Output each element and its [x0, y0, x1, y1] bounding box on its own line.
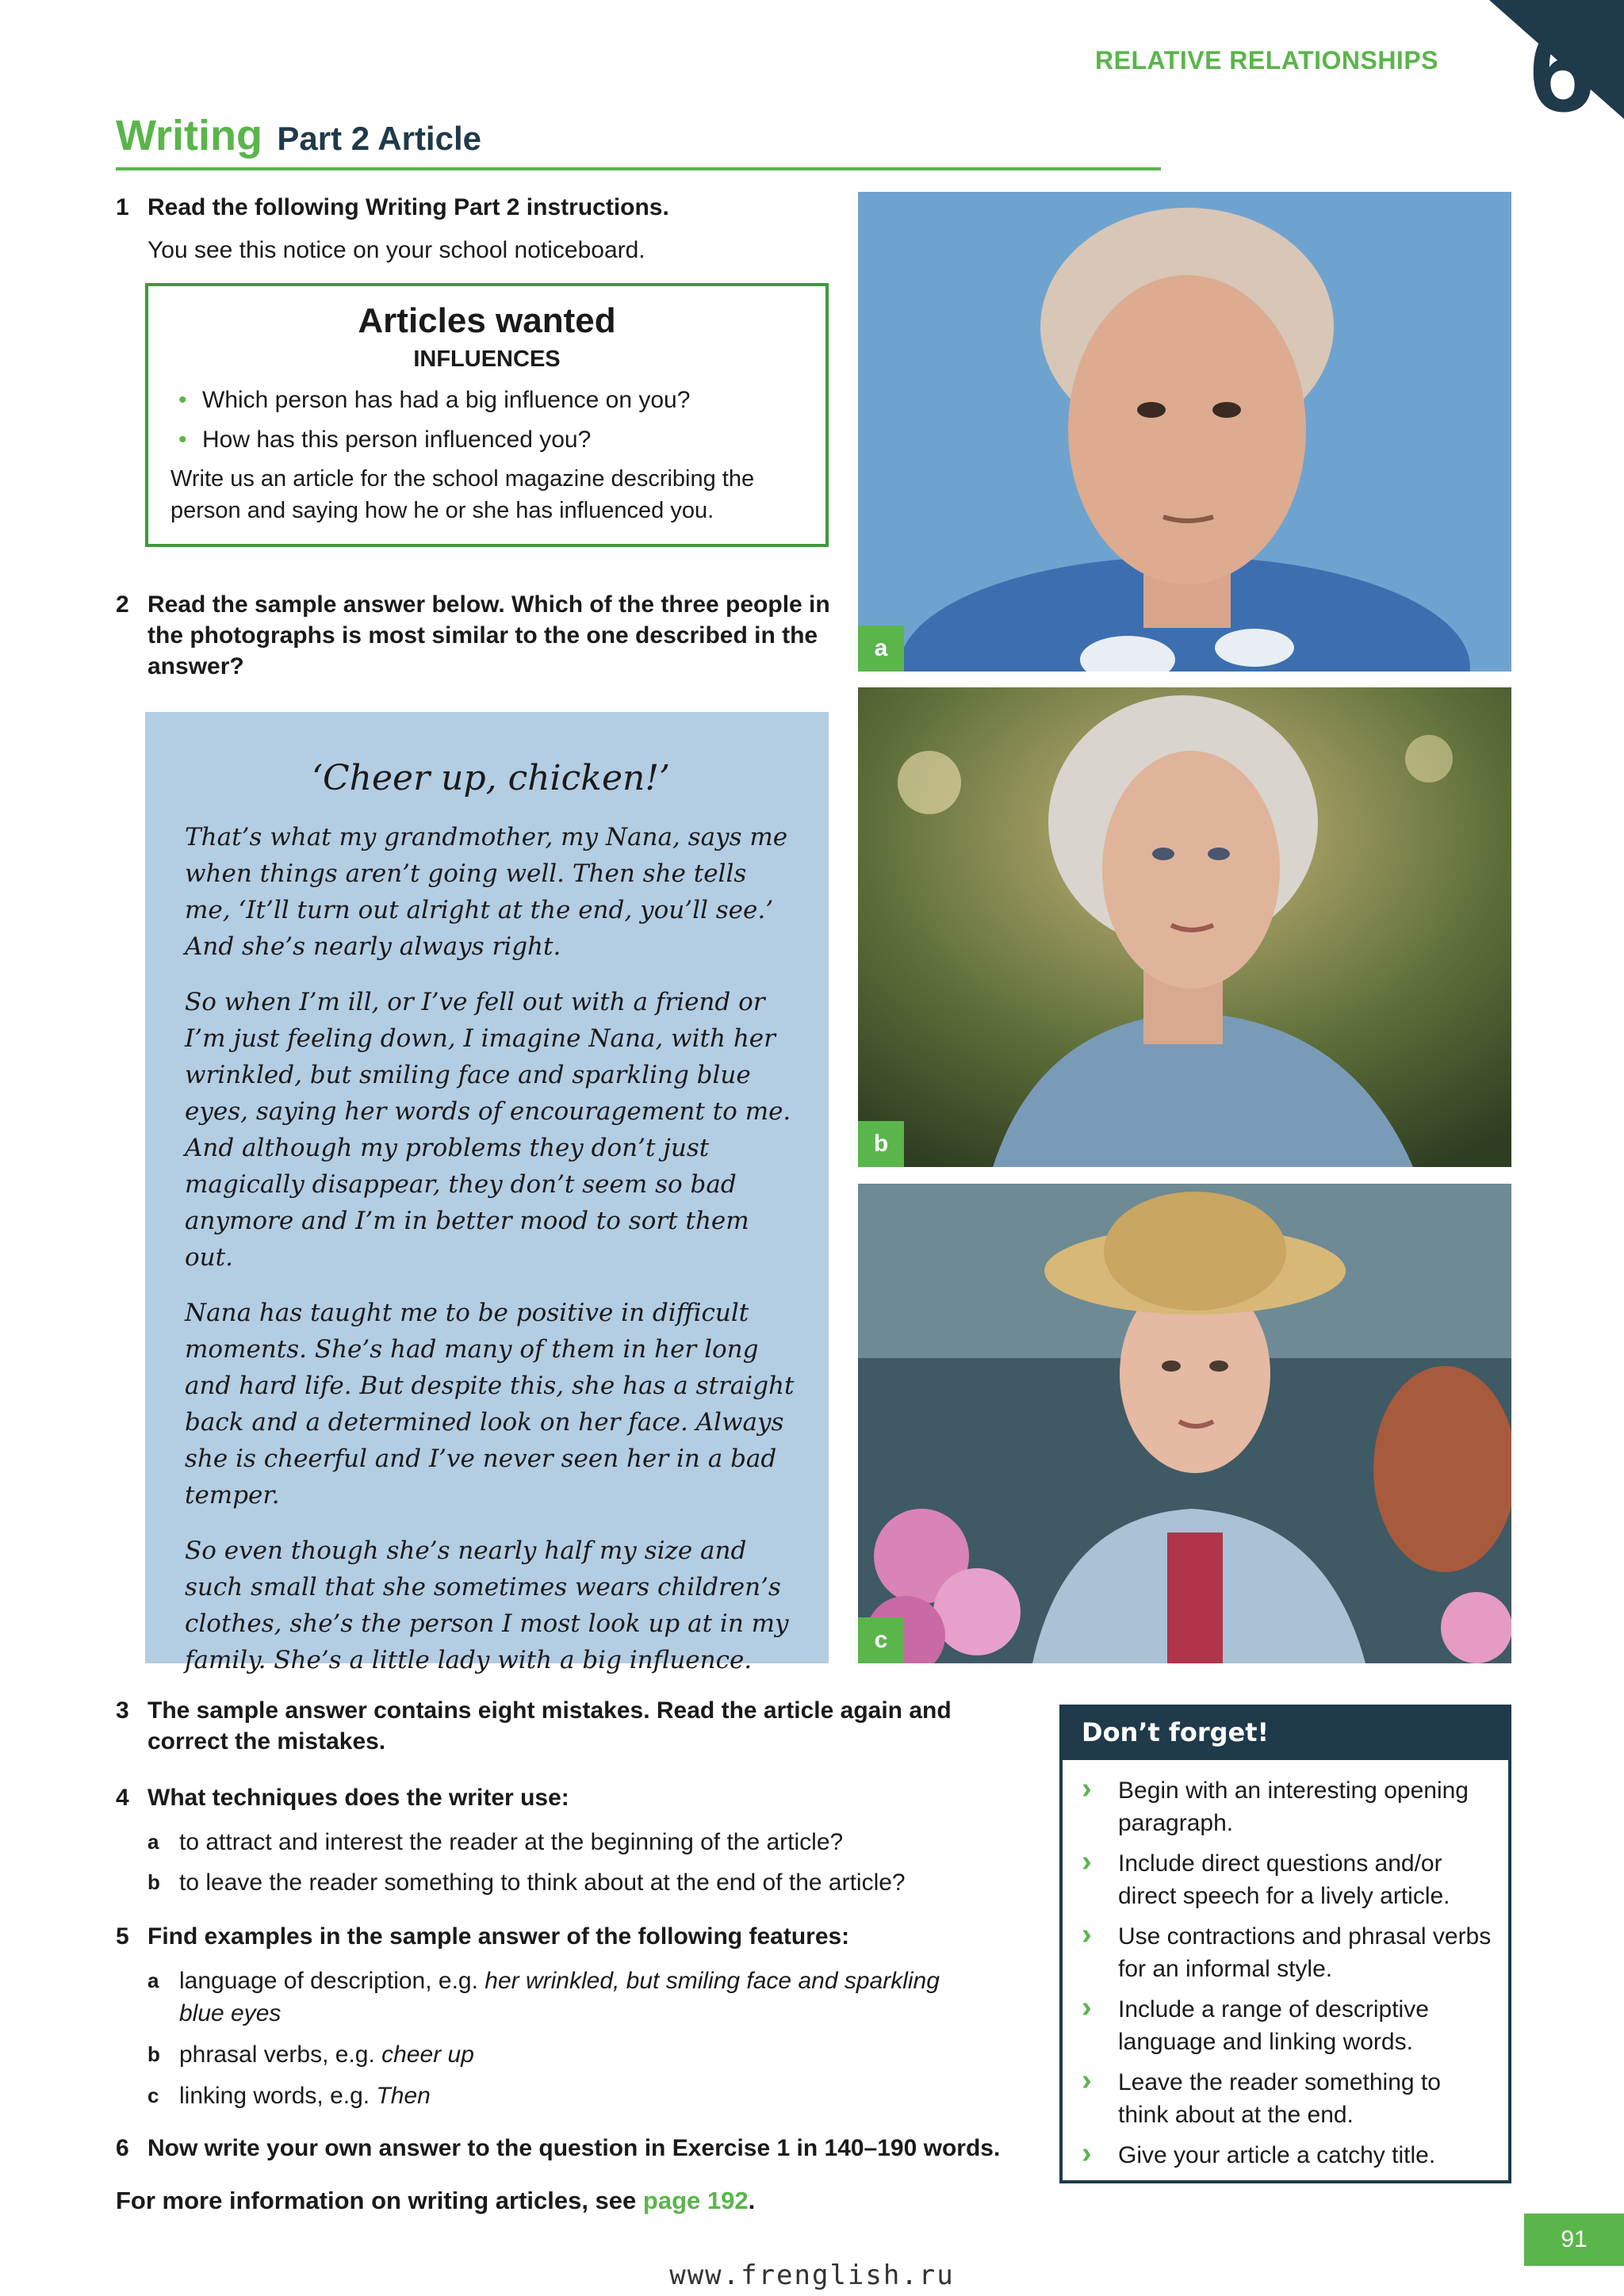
- sample-paragraph: So when I’m ill, or I’ve fell out with a friend or I’m just feeling down, I imagine Nana, with her wrinkled, but smiling face and sparkling blue eyes, saying her words of encouragement to me. And although my problems they don’t just magically disappear, they don’t seem so bad anymore and I’m in better mood to sort them out.: [185, 988, 791, 1272]
- page-number: 91: [1524, 2214, 1624, 2266]
- footer-url: www.frenglish.ru: [669, 2260, 955, 2291]
- photo-label: c: [858, 1617, 904, 1663]
- tip-item: › Give your article a catchy title.: [1082, 2139, 1492, 2172]
- more-info: For more information on writing articles, see page 192.: [116, 2187, 756, 2214]
- question-number: 2: [116, 591, 129, 618]
- question-text: What techniques does the writer use:: [147, 1785, 569, 1811]
- sample-title: ‘Cheer up, chicken!’: [312, 758, 670, 798]
- question-4-item-b: b to leave the reader something to think about at the end of the article?: [147, 1869, 906, 1896]
- portrait-woman-straw-hat-icon: [858, 1184, 1511, 1663]
- question-6: [116, 2133, 1059, 2164]
- unit-number: 6: [1529, 3, 1595, 119]
- question-3: [116, 1695, 1028, 1757]
- photo-c: [858, 1184, 1511, 1663]
- photo-b: [858, 687, 1511, 1167]
- question-1-intro: You see this notice on your school noticeboard.: [147, 237, 645, 263]
- question-text: Read the sample answer below. Which of the three people in the photographs is most similar to the one described in the answer?: [147, 591, 830, 679]
- question-text: Now write your own answer to the question in Exercise 1 in 140–190 words.: [147, 2135, 1001, 2161]
- question-number: 5: [116, 1923, 129, 1950]
- notice-title: Articles wanted: [358, 301, 616, 340]
- section-title: Writing: [116, 112, 262, 159]
- sample-paragraph: That’s what my grandmother, my Nana, says me when things aren’t going well. Then she tells me, ‘It’ll turn out alright at the end, you’ll see.’ And she’s nearly always right.: [185, 823, 788, 961]
- notice-subtitle: INFLUENCES: [413, 346, 561, 372]
- tip-item: › Use contractions and phrasal verbs for an informal style.: [1082, 1920, 1492, 1985]
- notice-body: Write us an article for the school magazine describing the person and saying how he or she has influenced you.: [170, 466, 755, 523]
- question-2: [116, 589, 845, 682]
- question-text: Find examples in the sample answer of the following features:: [147, 1923, 850, 1950]
- section-subtitle: Part 2 Article: [277, 120, 481, 157]
- sample-paragraph: So even though she’s nearly half my size and such small that she sometimes wears children’s clothes, she’s the person I most look up at in my family. She’s a little lady with a big influence.: [185, 1536, 789, 1674]
- tip-item: › Include direct questions and/or direct speech for a lively article.: [1082, 1847, 1492, 1912]
- photo-label: b: [858, 1121, 904, 1167]
- question-text: The sample answer contains eight mistakes. Read the article again and correct the mistakes.: [147, 1697, 952, 1755]
- question-5-item-a: a language of description, e.g. her wrinkled, but smiling face and sparkling blue eyes: [147, 1968, 940, 2026]
- sample-paragraph: Nana has taught me to be positive in difficult moments. She’s had many of them in her long and hard life. But despite this, she has a straight back and a determined look on her face. Always she is cheerful and I’ve never seen her in a bad temper.: [185, 1299, 795, 1510]
- question-1: [116, 192, 845, 223]
- dont-forget-title: Don’t forget!: [1063, 1708, 1508, 1760]
- question-4: [116, 1782, 1028, 1813]
- unit-number-badge: [1489, 0, 1624, 119]
- tip-list: [1063, 1760, 1508, 2172]
- question-number: 3: [116, 1697, 129, 1724]
- question-number: 1: [116, 194, 129, 220]
- question-5-item-c: c linking words, e.g. Then: [147, 2083, 431, 2109]
- notice-bullets: [170, 381, 803, 460]
- tip-item: › Include a range of descriptive language and linking words.: [1082, 1993, 1492, 2058]
- portrait-elderly-woman-icon: [858, 192, 1511, 672]
- page-link[interactable]: page 192: [642, 2187, 749, 2214]
- photo-a: [858, 192, 1511, 672]
- question-number: 6: [116, 2135, 129, 2161]
- section-heading: [116, 111, 1161, 170]
- question-5-item-b: b phrasal verbs, e.g. cheer up: [147, 2042, 474, 2068]
- tip-item: › Leave the reader something to think about at the end.: [1082, 2066, 1492, 2131]
- unit-title: RELATIVE RELATIONSHIPS: [1095, 46, 1438, 75]
- question-number: 4: [116, 1785, 129, 1811]
- notice-bullet: • Which person has had a big influence on you?: [170, 381, 803, 420]
- portrait-grey-haired-woman-icon: [858, 687, 1511, 1167]
- tip-item: › Begin with an interesting opening paragraph.: [1082, 1774, 1492, 1839]
- notice-bullet: • How has this person influenced you?: [170, 420, 803, 460]
- sample-answer: [145, 712, 829, 1674]
- question-text: Read the following Writing Part 2 instructions.: [147, 194, 669, 220]
- dont-forget-box: [1059, 1705, 1511, 2183]
- notice-box: [145, 283, 829, 547]
- photo-label: a: [858, 626, 904, 672]
- question-4-item-a: a to attract and interest the reader at the beginning of the article?: [147, 1829, 844, 1855]
- question-5: [116, 1921, 1028, 1952]
